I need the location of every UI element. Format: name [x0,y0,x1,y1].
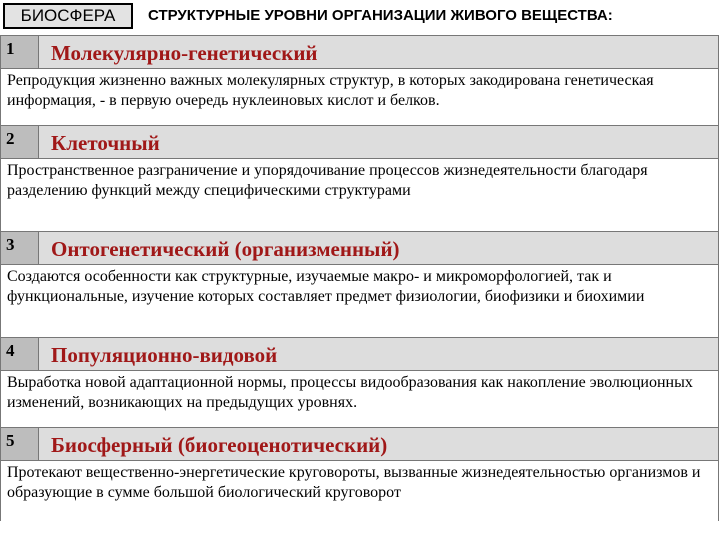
topic-badge: БИОСФЕРА [3,3,133,29]
level-description: Протекают вещественно-энергетические круговороты, вызванные жизнедеятельностью организмов и образующие в сумме большой биологический круговорот [1,461,718,521]
level-name: Молекулярно-генетический [51,41,318,65]
level-description: Создаются особенности как структурные, изучаемые макро- и микроморфологией, так и функциональные, изучение которых составляет предмет физиологии, биофизики и биохимии [1,265,718,337]
levels-table [0,35,719,521]
level-header [1,231,718,265]
level-name: Клеточный [51,131,160,155]
level-number: 3 [1,232,39,264]
level-number: 5 [1,428,39,460]
level-name: Онтогенетический (организменный) [51,237,400,261]
level-name: Популяционно-видовой [51,343,278,367]
level-header [1,337,718,371]
page-title: СТРУКТУРНЫЕ УРОВНИ ОРГАНИЗАЦИИ ЖИВОГО ВЕЩЕСТВА: [148,7,613,24]
level-number: 4 [1,338,39,370]
level-description: Пространственное разграничение и упорядочивание процессов жизнедеятельности благодаря разделению функций между специфическими структурами [1,159,718,231]
level-name: Биосферный (биогеоценотический) [51,433,388,457]
level-description: Репродукция жизненно важных молекулярных структур, в которых закодирована генетическая информация, - в первую очередь нуклеиновых кислот и белков. [1,69,718,125]
level-header [1,125,718,159]
level-number: 1 [1,36,39,68]
level-number: 2 [1,126,39,158]
level-description: Выработка новой адаптационной нормы, процессы видообразования как накопление эволюционных изменений, возникающих на предыдущих уровнях. [1,371,718,427]
level-header [1,427,718,461]
level-header [1,35,718,69]
header [0,0,720,34]
